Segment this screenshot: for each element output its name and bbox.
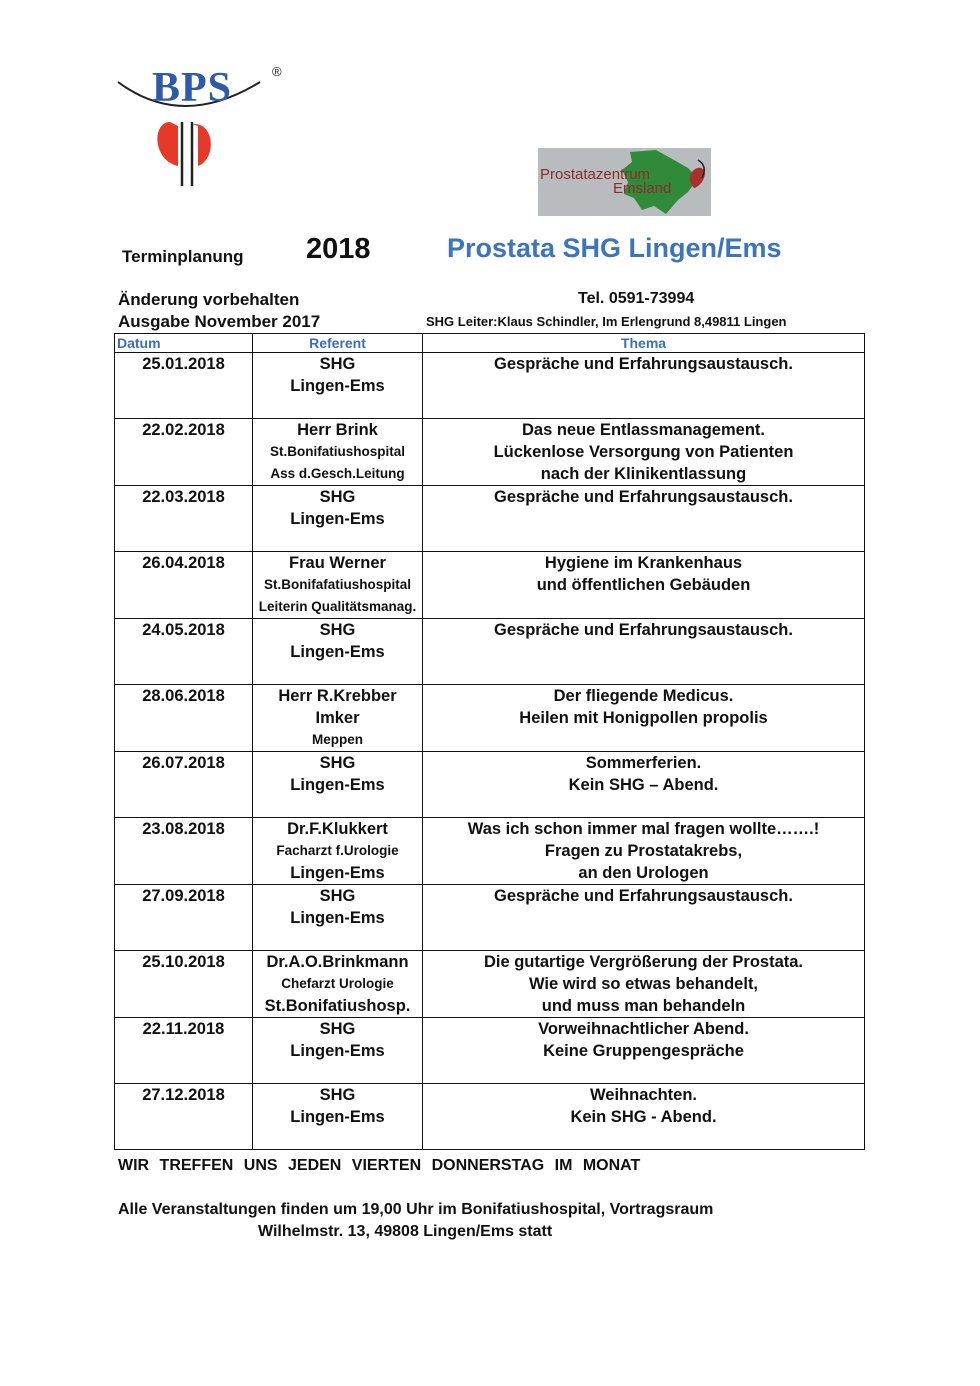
page-title: Prostata SHG Lingen/Ems [447, 233, 782, 263]
cell-topic [423, 685, 865, 752]
venue-note-line-1: Alle Veranstaltungen finden um 19,00 Uhr im Bonifatiushospital, Vortragsraum [118, 1201, 714, 1218]
cell-date: 25.01.2018 [115, 353, 253, 419]
bps-logo [112, 60, 292, 195]
table-row [115, 552, 865, 619]
cell-topic [423, 486, 865, 552]
cell-topic [423, 619, 865, 685]
speaker-line: Ass d.Gesch.Leitung [270, 466, 405, 481]
speaker-line: SHG [319, 355, 356, 373]
speaker-line: SHG [319, 754, 356, 772]
table-header-row [115, 334, 865, 353]
cell-speaker [253, 1084, 423, 1150]
speaker-line: Lingen-Ems [290, 864, 385, 882]
edition-label: Ausgabe November 2017 [118, 312, 321, 331]
cell-speaker [253, 419, 423, 486]
topic-line: nach der Klinikentlassung [540, 465, 747, 483]
topic-line: Was ich schon immer mal fragen wollte…….! [467, 820, 820, 838]
speaker-line: Dr.F.Klukkert [287, 820, 388, 838]
topic-line: Heilen mit Honigpollen propolis [519, 709, 768, 727]
speaker-line: Herr Brink [297, 421, 378, 439]
cell-topic [423, 419, 865, 486]
topic-line: Das neue Entlassmanagement. [521, 421, 765, 439]
cell-date: 22.02.2018 [115, 419, 253, 486]
topic-line: Lückenlose Versorgung von Patienten [493, 443, 794, 461]
table-row [115, 818, 865, 885]
speaker-line: Lingen-Ems [290, 909, 385, 927]
speaker-line: Dr.A.O.Brinkmann [266, 953, 409, 971]
logo-text-line-1: Prostatazentrum [540, 166, 651, 183]
cell-topic [423, 951, 865, 1018]
speaker-line: SHG [319, 488, 356, 506]
topic-line: Gespräche und Erfahrungsaustausch. [494, 621, 793, 639]
speaker-line: SHG [319, 1086, 356, 1104]
schedule-year: 2018 [306, 233, 371, 265]
topic-line: und muss man behandeln [541, 997, 746, 1015]
column-header-date: Datum [115, 334, 253, 353]
column-header-topic: Thema [423, 334, 865, 353]
cell-speaker [253, 353, 423, 419]
speaker-line: Frau Werner [289, 554, 386, 572]
cell-speaker [253, 1018, 423, 1084]
speaker-line: SHG [319, 621, 356, 639]
cell-date: 26.04.2018 [115, 552, 253, 619]
speaker-line: Leiterin Qualitätsmanag. [258, 599, 417, 614]
topic-line: Kein SHG – Abend. [568, 776, 719, 794]
registered-mark: ® [272, 64, 282, 79]
table-body [115, 353, 865, 1150]
speaker-line: Facharzt f.Urologie [276, 843, 399, 858]
change-notice: Änderung vorbehalten [118, 290, 300, 309]
cell-topic [423, 818, 865, 885]
table-row [115, 752, 865, 818]
table-row [115, 353, 865, 419]
cell-date: 25.10.2018 [115, 951, 253, 1018]
phone-number: Tel. 0591-73994 [578, 290, 695, 307]
cell-speaker [253, 885, 423, 951]
bps-wordmark: BPS [152, 65, 233, 111]
cell-date: 23.08.2018 [115, 818, 253, 885]
topic-line: Sommerferien. [585, 754, 702, 772]
cell-topic [423, 552, 865, 619]
cell-topic [423, 353, 865, 419]
schedule-label: Terminplanung [122, 247, 244, 266]
cell-speaker [253, 818, 423, 885]
cell-speaker [253, 752, 423, 818]
topic-line: Keine Gruppengespräche [543, 1042, 744, 1060]
topic-line: Gespräche und Erfahrungsaustausch. [494, 887, 793, 905]
cell-speaker [253, 685, 423, 752]
topic-line: an den Urologen [578, 864, 709, 882]
prostatazentrum-logo [538, 148, 711, 216]
cell-topic [423, 752, 865, 818]
topic-line: Wie wird so etwas behandelt, [528, 975, 759, 993]
topic-line: und öffentlichen Gebäuden [536, 576, 751, 594]
speaker-line: Lingen-Ems [290, 643, 385, 661]
table-row [115, 951, 865, 1018]
speaker-line: Chefarzt Urologie [281, 976, 394, 991]
cell-date: 22.03.2018 [115, 486, 253, 552]
cell-topic [423, 1018, 865, 1084]
topic-line: Vorweihnachtlicher Abend. [538, 1020, 749, 1038]
cell-date: 26.07.2018 [115, 752, 253, 818]
topic-line: Die gutartige Vergrößerung der Prostata. [483, 953, 804, 971]
cell-topic [423, 885, 865, 951]
speaker-line: Lingen-Ems [290, 510, 385, 528]
topic-line: Der fliegende Medicus. [553, 687, 734, 705]
topic-line: Hygiene im Krankenhaus [544, 554, 743, 572]
meeting-frequency-note: WIR TREFFEN UNS JEDEN VIERTEN DONNERSTAG IM MONAT [118, 1157, 641, 1174]
speaker-line: Lingen-Ems [290, 377, 385, 395]
speaker-line: SHG [319, 1020, 356, 1038]
cell-date: 24.05.2018 [115, 619, 253, 685]
cell-speaker [253, 619, 423, 685]
topic-line: Gespräche und Erfahrungsaustausch. [494, 488, 793, 506]
speaker-line: Lingen-Ems [290, 776, 385, 794]
cell-speaker [253, 552, 423, 619]
speaker-line: Meppen [311, 732, 363, 747]
topic-line: Fragen zu Prostatakrebs, [544, 842, 743, 860]
cell-speaker [253, 486, 423, 552]
cell-topic [423, 1084, 865, 1150]
topic-line: Kein SHG - Abend. [570, 1108, 717, 1126]
table-row [115, 885, 865, 951]
table-row [115, 1084, 865, 1150]
table-row [115, 419, 865, 486]
speaker-line: Lingen-Ems [290, 1042, 385, 1060]
column-header-speaker: Referent [253, 334, 423, 353]
speaker-line: Herr R.Krebber [278, 687, 397, 705]
table-row [115, 685, 865, 752]
cell-date: 22.11.2018 [115, 1018, 253, 1084]
venue-note-line-2: Wilhelmstr. 13, 49808 Lingen/Ems statt [258, 1223, 553, 1240]
cell-date: 28.06.2018 [115, 685, 253, 752]
cell-date: 27.09.2018 [115, 885, 253, 951]
group-leader-address: SHG Leiter:Klaus Schindler, Im Erlengrund 8,49811 Lingen [426, 314, 787, 329]
speaker-line: St.Bonifatiushospital [270, 444, 405, 459]
logo-text-line-2: Emsland [613, 180, 672, 197]
speaker-line: St.Bonifatiushosp. [264, 997, 411, 1015]
table-row [115, 486, 865, 552]
speaker-line: Lingen-Ems [290, 1108, 385, 1126]
speaker-line: St.Bonifafatiushospital [263, 577, 411, 592]
cell-speaker [253, 951, 423, 1018]
cell-date: 27.12.2018 [115, 1084, 253, 1150]
topic-line: Weihnachten. [590, 1086, 697, 1104]
speaker-line: Imker [315, 709, 360, 727]
table-row [115, 619, 865, 685]
speaker-line: SHG [319, 887, 356, 905]
table-row [115, 1018, 865, 1084]
schedule-table [114, 333, 865, 1150]
topic-line: Gespräche und Erfahrungsaustausch. [494, 355, 793, 373]
